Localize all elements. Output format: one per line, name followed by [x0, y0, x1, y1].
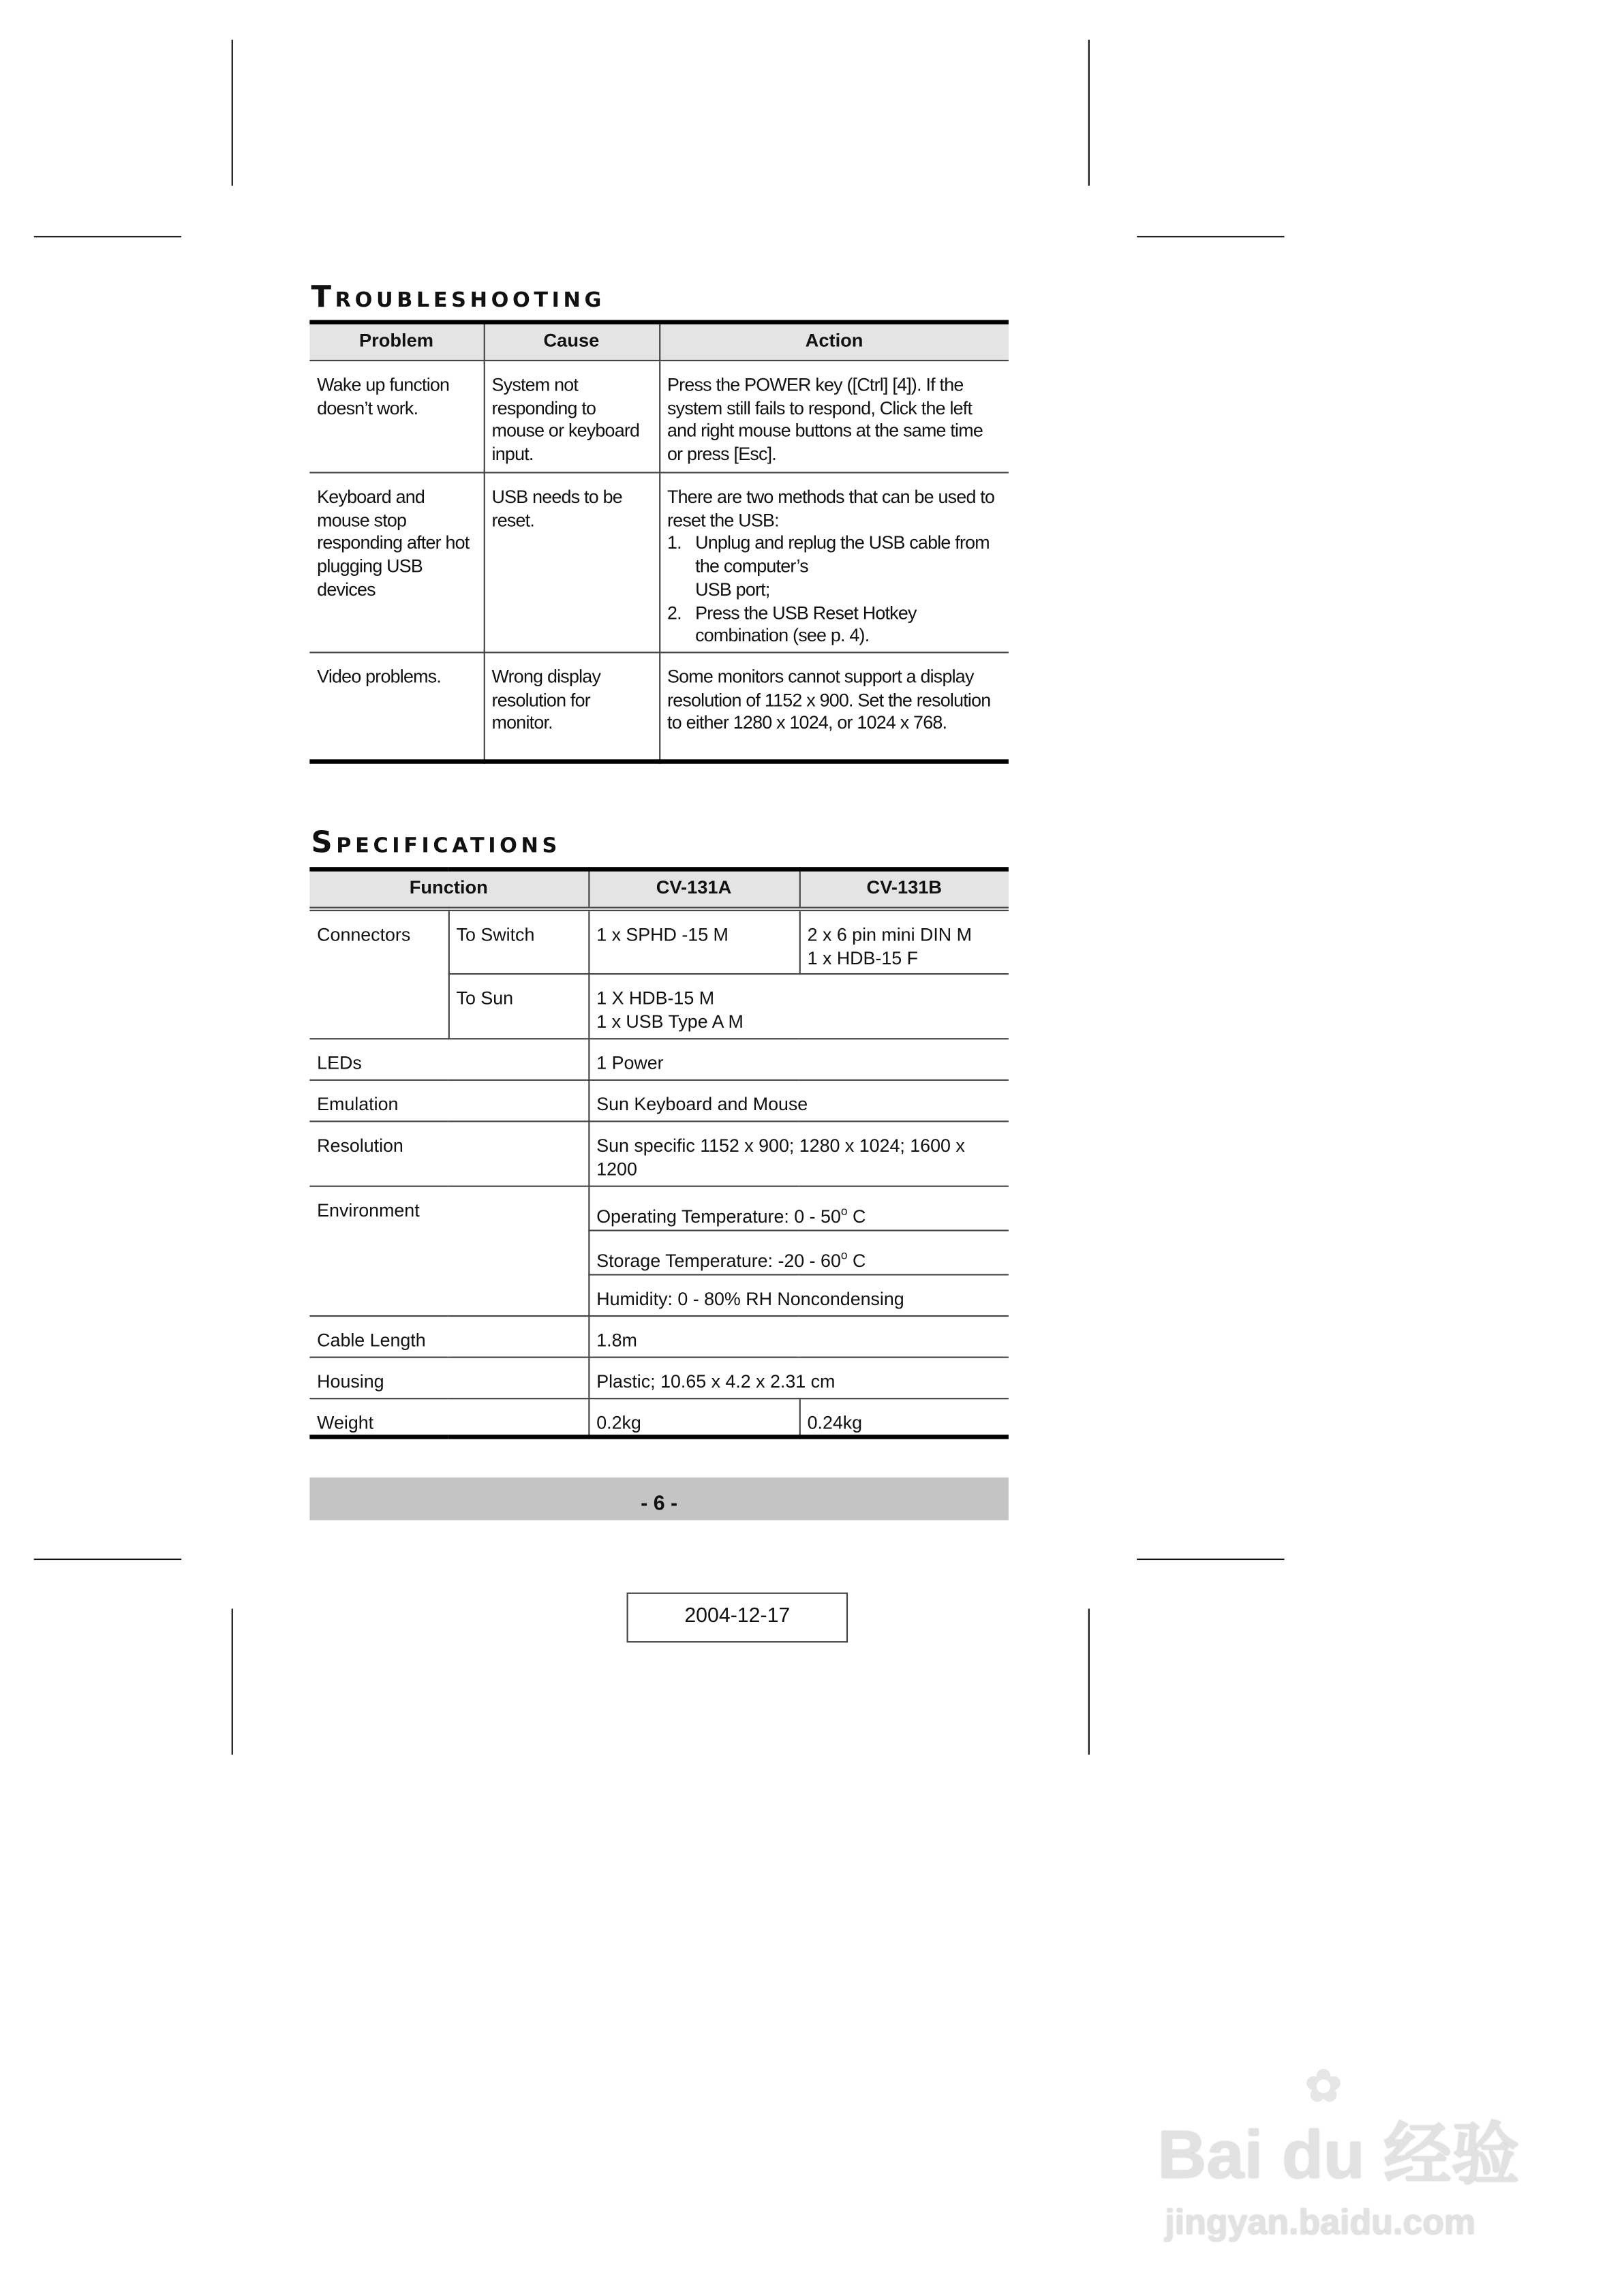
crop-mark: [232, 1608, 234, 1754]
table-row: [309, 1121, 1009, 1186]
table-row: [309, 1315, 1009, 1357]
paw-icon: ✿: [1304, 2062, 1343, 2112]
spec-value: [588, 1230, 1009, 1274]
table-row: [309, 1039, 1009, 1080]
watermark-url: jingyan.baidu.com: [1165, 2203, 1476, 2243]
cause-cell: Wrong display resolution for monitor.: [484, 652, 659, 761]
list-item: [667, 533, 1001, 602]
list-number: 2.: [667, 602, 682, 624]
crop-mark: [1088, 40, 1090, 185]
watermark-brand: Bai du 经验: [1157, 2115, 1520, 2193]
spec-value: 1 x SPHD -15 M: [588, 909, 799, 974]
table-row: [309, 1357, 1009, 1398]
spec-value: [588, 1187, 1009, 1231]
crop-mark: [1137, 236, 1284, 238]
unit: C: [852, 1206, 866, 1227]
table-row: [309, 909, 1009, 974]
action-intro: There are two methods that can be used to reset the USB:: [667, 486, 995, 531]
spec-value: [799, 909, 1009, 974]
specifications-heading: Specifications: [311, 824, 561, 860]
list-text: Unplug and replug the USB cable from the computer’s: [695, 532, 990, 577]
header-cause: Cause: [484, 322, 659, 361]
spec-value: Sun specific 1152 x 900; 1280 x 1024; 1600 x 1200: [588, 1121, 1009, 1186]
crop-mark: [1088, 1608, 1090, 1754]
operating-temp: Operating Temperature: 0 - 50: [596, 1206, 841, 1227]
crop-mark: [34, 236, 181, 238]
cause-cell: System not responding to mouse or keyboard input.: [484, 361, 659, 472]
table-row: [309, 361, 1009, 472]
troubleshooting-heading: Troubleshooting: [311, 278, 605, 314]
table-row: [309, 1398, 1009, 1437]
cause-cell: USB needs to be reset.: [484, 472, 659, 652]
header-function: Function: [309, 869, 588, 908]
action-cell: Some monitors cannot support a display resolution of 1152 x 900. Set the resolution to either 1280 x 1024, or 1024 x 768.: [659, 652, 1009, 761]
spec-label: LEDs: [309, 1039, 588, 1080]
spec-value: [588, 974, 1009, 1039]
degree-sign: o: [840, 1249, 848, 1262]
spec-value: Sun Keyboard and Mouse: [588, 1080, 1009, 1122]
list-text: Press the USB Reset Hotkey combination (see p. 4).: [695, 602, 917, 647]
page-number: - 6 -: [641, 1490, 678, 1515]
header-action: Action: [659, 322, 1009, 361]
crop-mark: [34, 1559, 181, 1561]
table-row: [309, 472, 1009, 652]
degree-sign: o: [840, 1204, 848, 1219]
list-number: 1.: [667, 532, 682, 554]
spec-value-line: 1 x USB Type A M: [596, 1011, 744, 1032]
date-text: 2004-12-17: [684, 1602, 791, 1627]
spec-value: Plastic; 10.65 x 4.2 x 2.31 cm: [588, 1357, 1009, 1398]
specifications-table: [309, 867, 1009, 1439]
problem-cell: Video problems.: [309, 652, 483, 761]
date-box: [627, 1593, 848, 1643]
page-number-bar: [309, 1478, 1009, 1520]
table-row: [309, 1187, 1009, 1231]
table-row: [309, 652, 1009, 761]
list-item: [667, 602, 1001, 649]
spec-label: Cable Length: [309, 1315, 588, 1357]
spec-value: 0.2kg: [588, 1398, 799, 1437]
spec-value: Humidity: 0 - 80% RH Noncondensing: [588, 1274, 1009, 1316]
spec-value: 1.8m: [588, 1315, 1009, 1357]
spec-label: Connectors: [309, 909, 448, 1039]
spec-label: Housing: [309, 1357, 588, 1398]
crop-mark: [1137, 1559, 1284, 1561]
spec-label: Weight: [309, 1398, 588, 1437]
spec-value-line: 1 X HDB-15 M: [596, 988, 715, 1009]
troubleshooting-table: [309, 320, 1009, 764]
unit: C: [852, 1250, 866, 1271]
header-cv-131b: CV-131B: [799, 869, 1009, 908]
spec-sublabel: To Sun: [448, 974, 589, 1039]
spec-label: Resolution: [309, 1121, 588, 1186]
baidu-watermark-logo: [1157, 2064, 1555, 2256]
action-cell: Press the POWER key ([Ctrl] [4]). If the system still fails to respond, Click the left and right mouse buttons at the same time or press [Esc].: [659, 361, 1009, 472]
spec-value: 1 Power: [588, 1039, 1009, 1080]
action-cell: [659, 472, 1009, 652]
problem-cell: Wake up function doesn’t work.: [309, 361, 483, 472]
header-problem: Problem: [309, 322, 483, 361]
table-row: [309, 1080, 1009, 1122]
spec-label: Environment: [309, 1187, 588, 1316]
crop-mark: [232, 40, 234, 185]
list-text: USB port;: [695, 579, 770, 600]
spec-value: 0.24kg: [799, 1398, 1009, 1437]
spec-value-line: 1 x HDB-15 F: [807, 947, 919, 968]
spec-label: Emulation: [309, 1080, 588, 1122]
spec-sublabel: To Switch: [448, 909, 589, 974]
storage-temp: Storage Temperature: -20 - 60: [596, 1250, 841, 1271]
header-cv-131a: CV-131A: [588, 869, 799, 908]
spec-value-line: 2 x 6 pin mini DIN M: [807, 924, 972, 945]
problem-cell: Keyboard and mouse stop responding after hot plugging USB devices: [309, 472, 483, 652]
